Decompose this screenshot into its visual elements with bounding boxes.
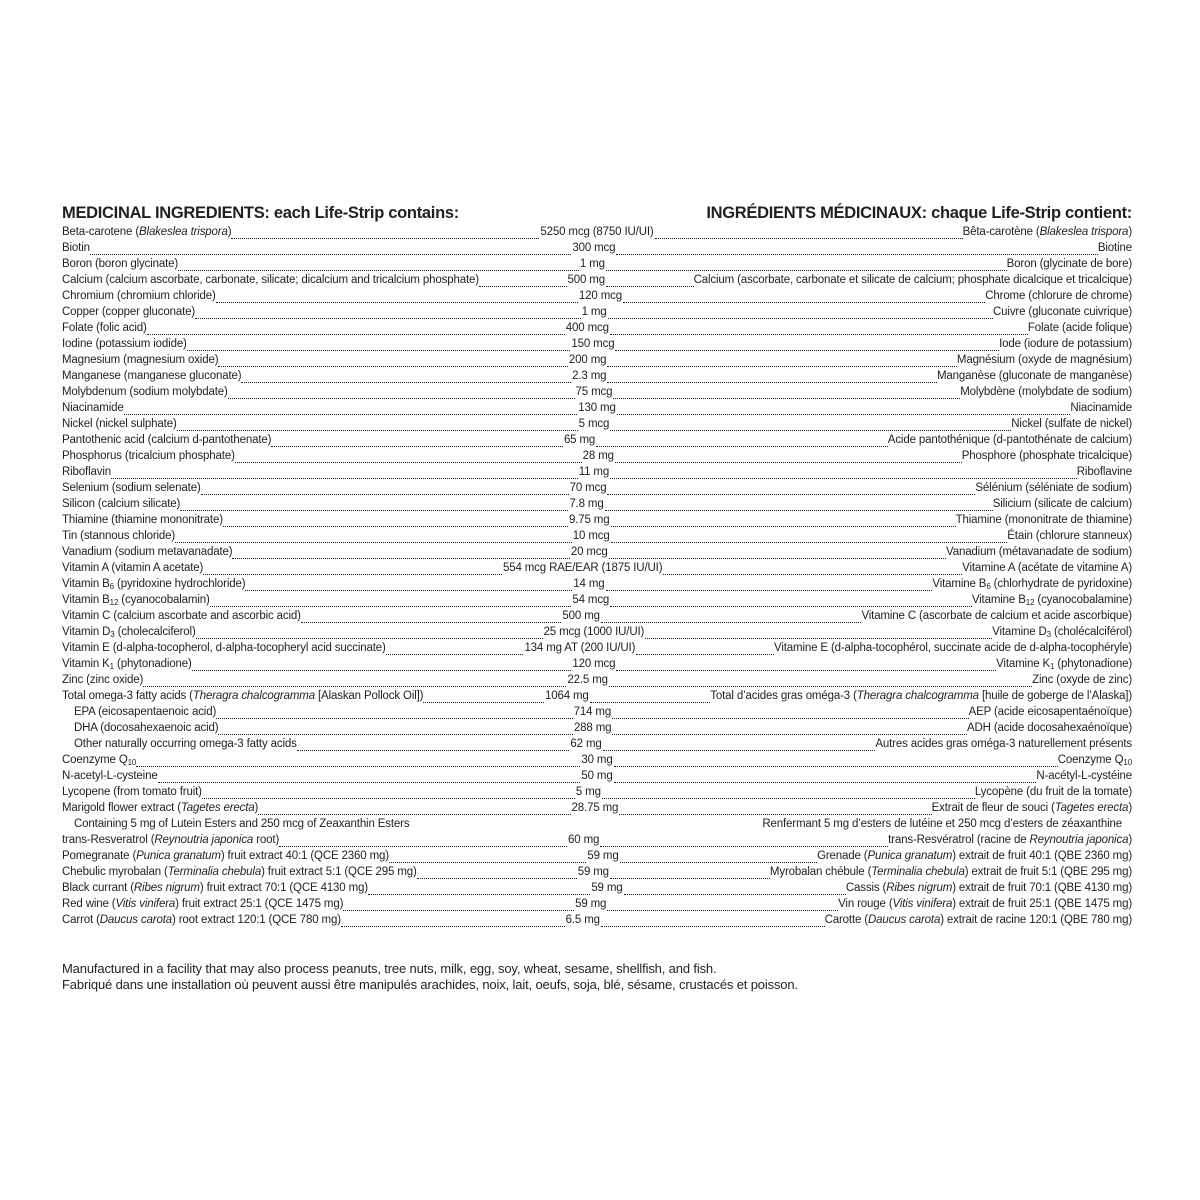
ingredient-name-french: Vitamine $K_1$ (phytonadione) (996, 658, 1132, 671)
ingredient-amount: 60 mg (568, 834, 600, 846)
ingredient-row (62, 240, 1132, 256)
dot-leader (341, 919, 565, 928)
ingredient-amount: 120 mcg (572, 658, 616, 670)
ingredient-amount: 62 mg (570, 738, 602, 750)
ingredient-name-french: Riboflavine (1076, 466, 1133, 478)
ingredient-name-english: Riboflavin (62, 466, 111, 478)
ingredient-name-french: Phosphore (phosphate tricalcique) (961, 450, 1132, 462)
dot-leader (279, 839, 567, 848)
ingredient-name-english: EPA (eicosapentaenoic acid) (74, 706, 217, 718)
allergen-notice-french: Fabriqué dans une installation où peuvent aussi être manipulés arachides, noix, lait, oeufs, soja, blé, sésame, crustacés et poisson. (62, 977, 798, 992)
ingredient-amount: 59 mg (575, 898, 607, 910)
dot-leader (124, 407, 578, 416)
ingredient-name-english: Other naturally occurring omega-3 fatty acids (74, 738, 297, 750)
dot-leader (615, 343, 999, 352)
ingredient-name-french: Total d’acides gras oméga-3 (Theragra chalcogramma [huile de goberge de l’Alaska]) (710, 690, 1133, 702)
dot-leader (610, 327, 1028, 336)
ingredient-name-french: Magnésium (oxyde de magnésium) (956, 354, 1132, 366)
ingredient-name-english: Chromium (chromium chloride) (62, 290, 216, 302)
ingredient-row (62, 416, 1132, 432)
ingredient-name-english: Marigold flower extract (Tagetes erecta) (62, 802, 259, 814)
ingredient-amount: 70 mcg (569, 482, 607, 494)
dot-leader (606, 279, 694, 288)
ingredient-amount: 59 mg (591, 882, 623, 894)
ingredient-name-french: Étain (chlorure stanneux) (1007, 530, 1132, 542)
dot-leader (603, 743, 876, 752)
ingredient-row (62, 576, 1132, 592)
ingredient-amount: 134 mg AT (200 IU/UI) (524, 642, 636, 654)
dot-leader (180, 503, 568, 512)
ingredient-amount: 28.75 mg (571, 802, 619, 814)
ingredient-amount: 75 mcg (575, 386, 613, 398)
ingredient-amount: 59 mg (587, 850, 619, 862)
ingredient-name-english: Vitamin C (calcium ascorbate and ascorbic acid) (62, 610, 301, 622)
ingredient-name-french: Vitamine $D_3$ (cholécalciférol) (992, 626, 1133, 639)
ingredient-name-french: Grenade (Punica granatum) extrait de fruit 40:1 (QBE 2360 mg) (817, 850, 1133, 862)
dot-leader (620, 855, 817, 864)
ingredient-row (62, 896, 1132, 912)
dot-leader (301, 615, 562, 624)
dot-leader (612, 727, 967, 736)
dot-leader (216, 295, 578, 304)
dot-leader (178, 263, 579, 272)
dot-leader (655, 231, 963, 240)
ingredient-amount: 2.3 mg (572, 370, 607, 382)
ingredient-name-english: Total omega-3 fatty acids (Theragra chalcogramma [Alaskan Pollock Oil]) (62, 690, 424, 702)
ingredient-row (62, 672, 1132, 688)
ingredient-row (62, 272, 1132, 288)
dot-leader (231, 231, 539, 240)
ingredient-name-english: Tin (stannous chloride) (62, 530, 176, 542)
dot-leader (607, 903, 838, 912)
ingredient-name-french: Folate (acide folique) (1027, 322, 1132, 334)
dot-leader (614, 759, 1058, 768)
ingredient-amount: 11 mg (578, 466, 610, 478)
ingredient-name-english: trans-Resveratrol (Reynoutria japonica root) (62, 834, 280, 846)
dot-leader (202, 791, 575, 800)
dot-leader (90, 247, 571, 256)
ingredient-name-french: Renfermant 5 mg d’esters de lutéine et 250 mcg d’esters de zéaxanthine (762, 818, 1122, 830)
ingredient-amount: 10 mcg (572, 530, 610, 542)
dot-leader (624, 887, 846, 896)
dot-leader (218, 359, 568, 368)
ingredient-row (62, 848, 1132, 864)
dot-leader (235, 455, 582, 464)
ingredient-name-english: Silicon (calcium silicate) (62, 498, 181, 510)
dot-leader (613, 391, 960, 400)
dot-leader (368, 887, 590, 896)
ingredient-row (62, 304, 1132, 320)
dot-leader (645, 631, 992, 640)
dot-leader (216, 711, 572, 720)
dot-leader (423, 695, 544, 704)
ingredient-row (62, 336, 1132, 352)
ingredient-amount: 300 mcg (572, 242, 616, 254)
ingredient-name-french: ADH (acide docosahexaénoïque) (966, 722, 1132, 734)
dot-leader (616, 663, 996, 672)
dot-leader (609, 551, 946, 560)
ingredient-name-french: Vin rouge (Vitis vinifera) extrait de fruit 25:1 (QBE 1475 mg) (838, 898, 1133, 910)
ingredients-panel (62, 202, 1132, 928)
ingredient-name-english: N-acetyl-L-cysteine (62, 770, 158, 782)
ingredient-name-english: Pantothenic acid (calcium d-pantothenate) (62, 434, 272, 446)
ingredient-amount: 5250 mcg (8750 IU/UI) (540, 226, 654, 238)
dot-leader (210, 599, 572, 608)
ingredient-name-english: Vitamin $B_{12}$ (cyanocobalamin) (62, 594, 210, 607)
dot-leader (596, 439, 888, 448)
ingredient-row (62, 832, 1132, 848)
ingredient-amount: 59 mg (577, 866, 609, 878)
ingredient-name-english: Manganese (manganese gluconate) (62, 370, 242, 382)
ingredient-name-french: Molybdène (molybdate de sodium) (960, 386, 1133, 398)
ingredient-row (62, 560, 1132, 576)
ingredient-name-english: Magnesium (magnesium oxide) (62, 354, 219, 366)
ingredient-amount: 30 mg (581, 754, 613, 766)
dot-leader (619, 807, 931, 816)
dot-leader (617, 407, 1071, 416)
ingredient-name-english: Beta-carotene (Blakeslea trispora) (62, 226, 232, 238)
ingredient-row (62, 720, 1132, 736)
ingredient-row (62, 448, 1132, 464)
dot-leader (607, 375, 937, 384)
ingredient-name-english: Vitamin $K_1$ (phytonadione) (62, 658, 192, 671)
ingredient-row (62, 768, 1132, 784)
ingredient-row (62, 512, 1132, 528)
ingredient-amount: 200 mg (568, 354, 607, 366)
dot-leader (223, 519, 568, 528)
ingredient-name-english: Lycopene (from tomato fruit) (62, 786, 202, 798)
dot-leader (136, 759, 580, 768)
dot-leader (218, 727, 573, 736)
dot-leader (147, 327, 565, 336)
ingredient-row (62, 592, 1132, 608)
ingredient-name-french: N-acétyl-L-cystéine (1036, 770, 1132, 782)
ingredient-name-english: Copper (copper gluconate) (62, 306, 196, 318)
ingredient-name-french: Silicium (silicate de calcium) (992, 498, 1133, 510)
ingredient-name-english: Vanadium (sodium metavanadate) (62, 546, 233, 558)
ingredient-name-french: AEP (acide eicosapentaénoïque) (968, 706, 1133, 718)
ingredient-amount: 20 mcg (570, 546, 608, 558)
dot-leader (143, 679, 566, 688)
dot-leader (271, 439, 563, 448)
ingredient-name-english: Pomegranate (Punica granatum) fruit extract 40:1 (QCE 2360 mg) (62, 850, 389, 862)
ingredient-row (62, 352, 1132, 368)
ingredient-name-french: Lycopène (du fruit de la tomate) (974, 786, 1133, 798)
dot-leader (610, 423, 1011, 432)
ingredient-amount: 54 mcg (572, 594, 610, 606)
dot-leader (201, 487, 569, 496)
heading-french: INGRÉDIENTS MÉDICINAUX: chaque Life-Strip contient: (706, 204, 1132, 222)
dot-leader (479, 279, 567, 288)
dot-leader (228, 391, 575, 400)
ingredient-row (62, 912, 1132, 928)
ingredient-name-french: Iode (iodure de potassium) (999, 338, 1132, 350)
ingredient-name-french: Thiamine (mononitrate de thiamine) (955, 514, 1133, 526)
dot-leader (175, 535, 572, 544)
dot-leader (258, 807, 570, 816)
dot-leader (614, 775, 1037, 784)
dot-leader (602, 791, 975, 800)
ingredient-name-french: Vanadium (métavanadate de sodium) (946, 546, 1133, 558)
ingredient-amount: 25 mcg (1000 IU/UI) (543, 626, 645, 638)
dot-leader (343, 903, 574, 912)
ingredient-amount: 554 mcg RAE/EAR (1875 IU/UI) (502, 562, 663, 574)
ingredient-name-english: Iodine (potassium iodide) (62, 338, 187, 350)
ingredient-name-english: Phosphorus (tricalcium phosphate) (62, 450, 235, 462)
dot-leader (663, 567, 962, 576)
ingredient-row (62, 656, 1132, 672)
ingredient-row (62, 224, 1132, 240)
ingredient-name-english: Nickel (nickel sulphate) (62, 418, 177, 430)
ingredient-row (62, 528, 1132, 544)
dot-leader (611, 519, 956, 528)
ingredient-amount: 14 mg (573, 578, 605, 590)
ingredient-name-english: Vitamin $D_3$ (cholecalciferol) (62, 626, 196, 639)
ingredient-row (62, 880, 1132, 896)
ingredient-amount: 5 mg (575, 786, 601, 798)
ingredient-row (62, 400, 1132, 416)
ingredient-name-english: Containing 5 mg of Lutein Esters and 250 mcg of Zeaxanthin Esters (74, 818, 410, 830)
dot-leader (386, 647, 524, 656)
ingredient-row (62, 800, 1132, 816)
ingredient-row (62, 256, 1132, 272)
dot-leader (607, 359, 957, 368)
ingredient-row (62, 736, 1132, 752)
ingredient-name-english: Red wine (Vitis vinifera) fruit extract 25:1 (QCE 1475 mg) (62, 898, 344, 910)
ingredient-name-french: Vitamine $B_{12}$ (cyanocobalamine) (971, 594, 1133, 607)
ingredient-amount: 9.75 mg (568, 514, 610, 526)
dot-leader (192, 663, 572, 672)
ingredient-amount: 1 mg (581, 306, 607, 318)
ingredient-amount: 5 mcg (578, 418, 610, 430)
ingredient-row (62, 544, 1132, 560)
ingredient-row (62, 368, 1132, 384)
ingredient-amount: 130 mg (578, 402, 616, 414)
dot-leader (245, 583, 572, 592)
ingredient-row (62, 816, 1132, 832)
ingredient-amount: 1 mg (579, 258, 605, 270)
dot-leader (158, 775, 581, 784)
dot-leader (608, 311, 994, 320)
ingredient-amount: 288 mg (573, 722, 612, 734)
ingredient-name-french: Chrome (chlorure de chrome) (985, 290, 1133, 302)
ingredient-name-french: Manganèse (gluconate de manganèse) (937, 370, 1133, 382)
dot-leader (111, 471, 578, 480)
allergen-notice (62, 961, 798, 993)
dot-leader (610, 871, 770, 880)
ingredient-name-french: Vitamine C (ascorbate de calcium et acide ascorbique) (861, 610, 1132, 622)
dot-leader (616, 247, 1097, 256)
ingredient-name-english: Niacinamide (62, 402, 124, 414)
ingredient-name-french: Carotte (Daucus carota) extrait de racine 120:1 (QBE 780 mg) (824, 914, 1132, 926)
dot-leader (601, 615, 862, 624)
ingredient-amount: 150 mcg (571, 338, 615, 350)
ingredient-name-french: Sélénium (séléniate de sodium) (975, 482, 1132, 494)
dot-leader (177, 423, 578, 432)
dot-leader (232, 551, 569, 560)
dot-leader (196, 631, 543, 640)
ingredient-name-french: Vitamine $B_6$ (chlorhydrate de pyridoxine) (932, 578, 1133, 591)
ingredient-name-english: Vitamin $B_6$ (pyridoxine hydrochloride) (62, 578, 246, 591)
dot-leader (601, 919, 825, 928)
ingredient-amount: 6.5 mg (565, 914, 600, 926)
ingredient-name-english: Biotin (62, 242, 90, 254)
dot-leader (600, 839, 888, 848)
ingredient-name-english: Selenium (sodium selenate) (62, 482, 201, 494)
ingredient-name-french: Boron (glycinate de bore) (1006, 258, 1133, 270)
ingredient-row (62, 688, 1132, 704)
ingredient-name-french: Myrobalan chébule (Terminalia chebula) extrait de fruit 5:1 (QBE 295 mg) (769, 866, 1133, 878)
ingredient-amount: 7.8 mg (569, 498, 604, 510)
ingredient-name-english: Molybdenum (sodium molybdate) (62, 386, 228, 398)
ingredient-name-french: Nickel (sulfate de nickel) (1011, 418, 1133, 430)
dot-leader (590, 695, 711, 704)
ingredient-name-english: Carrot (Daucus carota) root extract 120:1 (QCE 780 mg) (62, 914, 341, 926)
ingredient-amount: 28 mg (582, 450, 614, 462)
ingredient-name-french: Extrait de fleur de souci (Tagetes erecta) (931, 802, 1132, 814)
ingredient-name-french: Autres acides gras oméga-3 naturellement présents (875, 738, 1132, 750)
ingredient-row (62, 432, 1132, 448)
ingredient-name-french: Cuivre (gluconate cuivrique) (993, 306, 1133, 318)
ingredient-name-french: Vitamine A (acétate de vitamine A) (962, 562, 1133, 574)
ingredient-amount: 22.5 mg (567, 674, 608, 686)
ingredient-row (62, 480, 1132, 496)
headings (62, 202, 1132, 224)
ingredient-name-english: Calcium (calcium ascorbate, carbonate, silicate; dicalcium and tricalcium phosphate) (62, 274, 479, 286)
ingredient-name-french: Bêta-carotène (Blakeslea trispora) (962, 226, 1132, 238)
ingredient-name-french: Coenzyme $Q_{10}$ (1057, 754, 1132, 767)
ingredient-amount: 1064 mg (544, 690, 589, 702)
ingredient-amount: 120 mcg (578, 290, 622, 302)
ingredient-name-english: Boron (boron glycinate) (62, 258, 179, 270)
dot-leader (615, 455, 962, 464)
ingredient-name-english: Vitamin E (d-alpha-tocopherol, d-alpha-tocopheryl acid succinate) (62, 642, 386, 654)
ingredient-row (62, 384, 1132, 400)
ingredient-row (62, 864, 1132, 880)
ingredient-name-french: Zinc (oxyde de zinc) (1032, 674, 1132, 686)
ingredient-row (62, 640, 1132, 656)
ingredient-name-french: trans-Resvératrol (racine de Reynoutria japonica) (888, 834, 1133, 846)
dot-leader (611, 535, 1008, 544)
allergen-notice-english: Manufactured in a facility that may also process peanuts, tree nuts, milk, egg, soy, wheat, sesame, shellfish, and fish. (62, 961, 717, 976)
dot-leader (417, 871, 577, 880)
ingredient-name-english: Zinc (zinc oxide) (62, 674, 144, 686)
dot-leader (605, 503, 993, 512)
ingredient-row (62, 320, 1132, 336)
ingredient-name-french: Acide pantothénique (d-pantothénate de calcium) (887, 434, 1133, 446)
dot-leader (241, 375, 571, 384)
ingredient-list (62, 224, 1132, 928)
dot-leader (187, 343, 571, 352)
ingredient-name-french: Vitamine E (d-alpha-tocophérol, succinate acide de d-alpha-tocophéryle) (774, 642, 1132, 654)
dot-leader (623, 295, 985, 304)
dot-leader (203, 567, 502, 576)
dot-leader (606, 263, 1007, 272)
ingredient-amount: 65 mg (563, 434, 596, 446)
dot-leader (610, 471, 1077, 480)
ingredient-name-french: Calcium (ascorbate, carbonate et silicate de calcium; phosphate dicalcique et tricalcique) (693, 274, 1133, 286)
ingredient-row (62, 288, 1132, 304)
ingredient-row (62, 608, 1132, 624)
dot-leader (636, 647, 774, 656)
ingredient-row (62, 752, 1132, 768)
ingredient-name-english: Thiamine (thiamine mononitrate) (62, 514, 223, 526)
dot-leader (612, 711, 968, 720)
dot-leader (606, 583, 933, 592)
ingredient-name-english: Vitamin A (vitamin A acetate) (62, 562, 204, 574)
ingredient-amount: 714 mg (573, 706, 612, 718)
ingredient-row (62, 784, 1132, 800)
dot-leader (195, 311, 581, 320)
ingredient-name-french: Niacinamide (1070, 402, 1132, 414)
ingredient-name-english: Black currant (Ribes nigrum) fruit extract 70:1 (QCE 4130 mg) (62, 882, 368, 894)
dot-leader (389, 855, 586, 864)
ingredient-name-english: Chebulic myrobalan (Terminalia chebula) fruit extract 5:1 (QCE 295 mg) (62, 866, 417, 878)
ingredient-row (62, 464, 1132, 480)
dot-leader (297, 743, 570, 752)
ingredient-amount: 500 mg (562, 610, 600, 622)
ingredient-row (62, 624, 1132, 640)
ingredient-name-french: Biotine (1097, 242, 1132, 254)
ingredient-name-french: Cassis (Ribes nigrum) extrait de fruit 70:1 (QBE 4130 mg) (845, 882, 1132, 894)
ingredient-row (62, 704, 1132, 720)
ingredient-name-english: Folate (folic acid) (62, 322, 147, 334)
dot-leader (607, 487, 975, 496)
dot-leader (610, 599, 972, 608)
ingredient-amount: 400 mcg (565, 322, 609, 334)
ingredient-amount: 50 mg (581, 770, 613, 782)
heading-english: MEDICINAL INGREDIENTS: each Life-Strip contains: (62, 204, 459, 222)
ingredient-name-english: Coenzyme $Q_{10}$ (62, 754, 137, 767)
ingredient-amount: 500 mg (567, 274, 605, 286)
dot-leader (609, 679, 1032, 688)
ingredient-name-english: DHA (docosahexaenoic acid) (74, 722, 219, 734)
ingredient-row (62, 496, 1132, 512)
